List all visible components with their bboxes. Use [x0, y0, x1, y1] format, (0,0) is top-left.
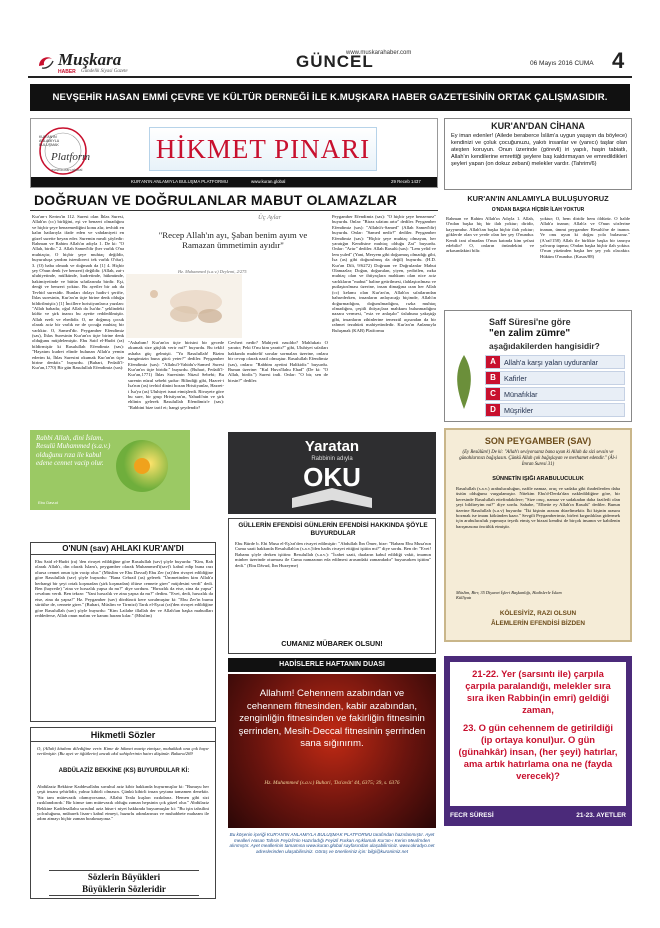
sozler-title-2: Büyüklerin Sözleridir: [82, 884, 166, 894]
son-peygamber-body: Rasulullah (s.a.v.) arabuluculuğun, nafile namaz, oruç ve sadaka gibi ibadetlerden daha üstün olduğunu vurgulamıştır. Nitekim Ebu'd-Derda'dan nakledildiğine göre, bir keresinde Rasulullah ettefindakilere; "Size oruç, namaz ve sadakadan daha faziletli olan şeyi bildireyim mi?" diye sordu. Sahabe, "Elbette ey Allah'ın Rasulü" dediler. Bunun üzerine Rasulullah (s.a.v) buyurdu: "İki kişinin arasını düzeltmektir. İki kişinin arasını bozmak ise imanı kökünden kazır." Sevgili Peygamberimiz, birleri kırgınlıkları gidermek için arabuluculuk yapmaya teşvik etmiş ve bizzat kendisi de birçok insanın ve kabilenin barışmasına öncülük etmiştir.: [456, 486, 620, 529]
quote-label: Üç Aylar: [258, 214, 282, 221]
oku-ad: [228, 432, 436, 514]
strip-mid: www.kuran.global: [251, 179, 286, 184]
fecr-text-1: 21-22. Yer (sarsıntı ile) çarpıla çarpıla paralandığı, melekler sıra sıra iken Rabbin(in emri) geldiği zaman,: [465, 668, 611, 715]
quiz-option-text: Kafirler: [504, 373, 527, 383]
article-title: DOĞRUAN VE DOĞRULANLAR MABUT OLAMAZLAR: [34, 192, 398, 208]
bulusuyoruz-title: KUR'AN'IN ANLAMIYLA BULUŞUYORUZ: [467, 194, 609, 203]
quote-box: [128, 214, 328, 276]
oku-yaratan: Yaratan: [304, 438, 360, 455]
hikmet-header: [30, 118, 438, 188]
logo-sub: HABER: [58, 69, 76, 75]
rabbi-allah-text: Rabbi Allah, dini İslam, Resulü Muhammed (s.a.v.) olduğunu rıza ile kabul edene cennet vacip olur.: [36, 434, 111, 468]
oku-word: OKU: [303, 462, 361, 492]
quote-source: Hz. Muhammed (s.a.v.) Deylemi, 2/275: [178, 269, 247, 274]
ahlak-title: O'NUN (sav) AHLAKI KUR'AN'DI: [31, 543, 215, 555]
website-url: www.muskarahaber.com: [346, 50, 412, 56]
logo-swirl-icon: [36, 52, 56, 72]
son-peygamber-footer-1: KÖLESİYİZ, RAZI OLSUN: [499, 610, 577, 617]
oku-rabbinin: Rabbinin adıyla: [311, 456, 353, 462]
hadis-box: [228, 658, 436, 830]
gullerin-title: GÜLLERİN EFENDİSİ GÜNLERİN EFENDİSİ HAKKINDA ŞÖYLE BUYURDULAR: [238, 522, 428, 537]
quiz-option-text: Allah'a karşı yalan uyduranlar: [504, 357, 599, 367]
fecr-text-2: 23. O gün cehennem de getirildiği (ip ortaya konul)ur. O gün (günahkâr) insan, (her şeyi) hatırlar, ama artık hatırlama ona ne (fayda verecek)?: [458, 722, 618, 781]
bulusuyoruz-left: Rahman ve Rahim Allah'ın Adıyla 1. Allah, O'ndan başka hiç bir ilah yoktur; diridir, kayyumdur. Allah'tan başka hiçbir ilah yoktur; göklerde olan ve yerde olan her şey O'nundur. Kendi izni olmadan O'nun katında kim şefaat edebilir? O, onların önündekini ve arkasındakini bilir.: [446, 216, 534, 254]
logo-text: Muşkara: [58, 50, 122, 69]
quiz-option-text: Münafıklar: [504, 389, 538, 399]
masthead-rule: [28, 76, 632, 78]
quiz-option-text: Müşrikler: [504, 405, 534, 415]
hadis-text: Allahım! Cehennem azabından ve cehennem fitnesinden, kabir azabından, zenginliğin fitnesinden ve fakirliğin fitnesinin şerrinden, Mesih-Deccal fitnesinin şerrinden sana sığınırım.: [238, 688, 426, 750]
logo: [36, 50, 146, 76]
quiz-box: [444, 310, 632, 422]
main-article: [30, 190, 438, 426]
strip-right: 29 Receb 1437: [391, 179, 421, 184]
quiz-option[interactable]: [485, 403, 625, 417]
quote-text: "Recep Allah'ın ayı, Şaban benim ayım ve Ramazan ümmetimin ayıdır": [158, 230, 308, 250]
gullerin-box: [228, 518, 436, 654]
kuran-cihan-text: Ey iman edenler! (Ailede beraberce İslâm'a uygun yaşayın da böylece) kendinizi ve çoluk çocuğunuzu, yakıtı insanlar ve (yanıcı) taşlar olan ateşten koruyun. Onun üzerinde (görevli) iri yapılı, haşin tabiatlı, Allah'ın kendilerine emrettiği şeylere baş kaldırmayan ve emredildikleri şeyleri yapan (on dokuz zebani) melekler vardır. (Tahrim/6): [451, 133, 627, 167]
logo-tagline: Gündelik Siyasi Gazete: [81, 69, 128, 74]
hikmetli-text: Abdülaziz Bekkine Kaddesallahu sırruhul aziz kibir hakkında buyurmuşlar ki: "Bunuyu her çeşit insanı şehirlidir, yalnız kibirli olmasın. Çünkü kibirli insan şeytana tamamen denektir. 'Siz tam mütevazik olamıyorsanız, Allahü Teala kuşları rızıkdarız. Hemen gibi sizi rızıklandırırdı.' Bir kimse tam mütevazık olduğu zaman hepsinin çok güzel olur." Abdülaziz Bekkine Kaddesallahu sırruhul aziz hüsn-i niyet hakkında buyurmuşlar ki: "Bu işin tahsilini yolculuğunu, mübarek lisan-ı kabul etmeyi, huzurlu adımlarınızı ve muhabbete mahzam ile adım atmayı hiçbir zaman bırakmayınız.": [37, 784, 209, 822]
quiz-options: [485, 355, 625, 419]
gullerin-text: Ebu Bürde b. Ebi Musa el-Eş'ari'den rivayet edilmiştir: "Abdullah İbn Ömer, bize: "Babam Ebu Musa'nın Cuma saati hakkında Resulullah'ın (s.a.v.)'den hadis rivayet ettiğini işittin mi?" diye sordu. Ben de: "Evet! Babamı şöyle derken işittim: Resulullah (s.a.v.): "İcabet saati, duaların kabul edildiği vakit, imamın minber üzerinde oturması ile Cuma namazının eda edilmesi arasındaki zamandadır" buyururken işittim" dedi." (Ebu Dâvud, İbn Huzeyme): [235, 541, 431, 568]
quiz-question: aşağıdakilerden hangisidir?: [489, 341, 600, 351]
quiz-option-letter: A: [486, 356, 500, 368]
fecr-footer-left: FECR SÜRESİ: [450, 812, 494, 819]
quiz-option-letter: D: [486, 404, 500, 416]
platform-word: Platform: [51, 151, 91, 163]
fecr-footer: [444, 806, 632, 826]
ahlak-box: [30, 542, 216, 722]
quiz-option[interactable]: [485, 355, 625, 369]
hikmet-strip: [31, 177, 437, 187]
ahlak-text: Ebu Said el-Hudri (ra) 'den rivayet edildiğine göre Rasulullah (sav) şöyle buyurdu: "Kim, Rab olarak Allah'ı, din olarak İslam'ı, peygamber olarak Muhammed'i(sav)'i kabul edip buna razı olursa cennet onun için vacip olur." (Müslim ve Ebu Davud) Ebu Zer (ra)'den rivayet edildiğine göre Rasulullah (sav) şöyle buyurdu: "Bana Cebrail (as) gelerek "Ümmetinden kim Allah'a herhangi bir şeyi ortak koşmadan (şirk koşmadan) ölürse cennete girer" müjdesini verdi" dedi. Ben (hayretle) "zina ve hırsızlık yapsa da mı?" diye sordum. "Hırsızlık da etse, zina da yapsa" cevabını verdi. Ben tekrar: "Yani hırsızlık ve zina yapsa da mı?" dedim. "Evet, dedi, hırsızlık da etse, zina da yapsa!" Hz. Peygamber (sav) dördüncü kere sorulmuştur ki: "Ebu Zer'in burnu sürtülse de, cennete girer." (Buhari, Müslim ve Tirmizi) Tarık el-Eşcai (ra)'den rivayet edildiğine göre Rasulullah (sav) şöyle buyurdu: "Kim Lailahe illallah der ve Allah'tan başka mabudları reddederse, Allah onun malını ve kanını haram kılar." (Müslim): [35, 559, 213, 619]
fecr-footer-right: 21-23. AYETLER: [576, 812, 626, 819]
bulusuyoruz-sub: O'NDAN BAŞKA HİÇBİR İLAH YOKTUR: [491, 207, 585, 213]
son-peygamber-title: SON PEYGAMBER (SAV): [484, 436, 592, 446]
abdulaziz-heading: ABDÜLAZİZ BEKKİNE (KS) BUYURDULAR Kİ:: [58, 768, 190, 774]
rabbi-allah-source: Ebu Davud: [38, 500, 58, 505]
article-col-4: Peygamber Efendimiz (sas): "O hiçbir şeye benzemez" buyurdu. Onlar: "Biraz sıfatını artır" dediler. Peygamber Efendimiz (sas): "Allahü's-Samed" (Allah Samed'dir) buyurdu. Onlar: "Samed nedir?" dediler. Peygamber Efendimiz (sas): "Hiçbir şeye muhtaç olmayan, her yaratığın Kendisine muhtaç olduğu Zat" buyurdu. Onlar: "Artır" dediler. Allah Rasulü (sas): "Lem yelid ve lem yuled" (Yani, Meryem gibi doğurmuş olmadığı gibi, İsa (as) gibi doğurulmuş da değil) buyurdu. (H.D. Kur'an Dili, 9/6272) Doğruan ve Doğrulanlar Mabut Olamazlar; Doğan, doğurulan, yiyen, yedirilen, rızka muhtaç olan ve ihtiyaçlara mahkum olan nice aciz varlıkların "mabut" haline getirilmesi, ilahlaştırılması ve putlaştırılması üzerine, insan dimağına ızan her Allah (cc) kelamı olan Kur'an'ın, Allah'ın sıfatlarından bahsederken, insanların anlayacağı biçimde, Allah'ın doğurmadığını, doğurulmadığını, rızka muhtaç olmadığını, çeşitli ihtiyaçlara mahkum bulunmadığını nazara vermesi, "esiz ve anlaşılır" üslubuna yakıştığı gibi, insanların zihinlerine tenezzül açısından da bir rahmet tezahürü mahiyetindedir. Kur'an'ın Anlamıyla Buluşmak (KAB) Platformu: [332, 214, 436, 333]
kuran-cihan-box: [444, 118, 632, 190]
page-number: 4: [612, 48, 625, 73]
hikmetli-quote: O, (Allah) kitabını dilediğine verir. Kime de hikmet mavip etmişse, muhakkak ona çok hayır verilmiştir. (Bu ayet ve öğütlerin) ancak akıl sahiplerinin hatırı düşünür. Bakara/269: [37, 746, 209, 757]
bulusuyoruz-box: [444, 194, 632, 306]
hikmet-title-box: [149, 127, 377, 171]
flower-image: [126, 274, 242, 338]
son-peygamber-quote: (Ey Resûlüm!) De ki: "Allah'ı seviyorsanız bana uyun ki Allah da sizi sevsin ve günahlarınızı bağışlasın. Çünkü Allah çok bağışlayan ve merhamet edendir." (Âl-i İmran Suresi 31): [459, 450, 617, 467]
rabbi-allah-image: [30, 430, 190, 510]
top-banner: [30, 84, 630, 111]
masthead: [28, 38, 632, 82]
strip-left: KUR'AN'IN ANLAMIYLA BULUŞMA PLATFORMU: [131, 179, 228, 184]
hikmetli-title: Hikmetli Sözler: [31, 728, 215, 742]
platform-logo: [37, 125, 117, 177]
kuran-cihan-title: KUR'AN'DAN CİHANA: [491, 121, 585, 131]
son-peygamber-box: [444, 428, 632, 642]
quiz-highlight: "en zalim zümre": [489, 328, 571, 339]
hadis-source: Hz. Muhammed (s.a.v.) Buhari, 'Da'avât' 44, 6375; 39, s. 6376: [264, 780, 400, 786]
bulusuyoruz-right: yoktur; O, hem diridir hem öldürür. O halde Allah'a inanın; Allah'a ve O'nun sözlerine inanan, ümmi peygamber Resulü'ne de inanın. Ve onu uyun ki doğru yola bulasınız." (A'raf/158) Allah ile birlikte başka bir tanrıya yalvarıp tapma; O'ndan başka hiçbir ilah yoktur. O'nun yüzünden başka her şey yok olacaktır. Hüküm O'nundur. (Kasas/88): [540, 216, 630, 259]
quiz-option[interactable]: [485, 387, 625, 401]
fecr-box: [444, 656, 632, 826]
son-peygamber-footer-2: ÂLEMLERİN EFENDİSİ BİZDEN: [490, 620, 586, 627]
issue-date: 06 Mayıs 2016 CUMA: [530, 60, 594, 67]
sozler-title-1: Sözlerin Büyükleri: [87, 872, 161, 882]
quiz-option-letter: B: [486, 372, 500, 384]
platform-url: www.kuran.global: [51, 167, 83, 172]
platform-small-label: KUR'AN'IN ANLAMIYLA BULUŞMAK: [39, 135, 59, 148]
section-title: GÜNCEL: [296, 52, 374, 71]
hikmetli-box: [30, 727, 216, 899]
flower-icon: [126, 274, 242, 338]
quiz-option-letter: C: [486, 388, 500, 400]
quiz-leaf-icon: [449, 351, 479, 411]
gullerin-footer: CUMANIZ MÜBAREK OLSUN!: [281, 639, 383, 648]
sozler-band: [49, 870, 199, 896]
hadis-title: HADİSLERLE HAFTANIN DUASI: [228, 658, 436, 672]
article-col-2: "Ashabım! Kur'an'ın üçte birisini bir gecede okumak size güçlük verir mi?" buyurdu. Bu teklif ashaba güç gelmişti. "Ya Rasulullah! Bizim hangimizin buna gücü yeter?" dediler. Peygamber Efendimiz (sas): "Allahu'l-Vahidu's-Samed Suresi Kur'an'ın üçte biridir." buyurdu. (Buhari, Fedaili'l-Kur'an,1771) İhlas Suresinin Nüzul Sebebi; Bu surenin nüzul sebebi şudur: Bilindiği gibi, Hazret-i İsa'nın (as) tevhid dinini bozan Hristiyanlar, Hazret-i İsa'ya (as) Uluhiyet isnat etmişlerdi. Rivayete göre bu sure, bir grup Hristiyan'ın, Yahudi'nin ve şirk ehlinin gelerek Rasulullah Efendimiz'e (sas): "Rabbini bize tarif et; hangi şeydendir?: [128, 340, 224, 410]
banner-text: NEVŞEHİR HASAN EMMİ ÇEVRE VE KÜLTÜR DERNEĞİ İLE K.MUŞKARA HABER GAZETESİNİN ORTAK ÇALIŞMASIDIR.: [52, 92, 608, 103]
quiz-option[interactable]: [485, 371, 625, 385]
article-col-3: Cevheri nedir? Mahiyeti nasıldır? Mahlukatı O yaratır; Peki O'nu kim yarattı?" gibi, Uluhiyet sıfatları hakkında muhtelif sorular sormaları üzerine, onlara bir cevap olarak nazil olmuştur. Rasulullah Efendimiz (sas), onlara: "Rabbim ayetini Halikidir." buyurdu. Bunun üzerine: "Kul Huva'llahu Ehad" (De ki: "O Allah, birdir.") Suresi indi. Onlar: "O bir, sen de birsin?" dediler.: [228, 340, 328, 383]
hadis-panel: [228, 674, 436, 828]
quiz-intro: Saff Süresi'ne göre: [489, 317, 571, 327]
hikmet-title: HİKMET PINARI: [155, 133, 371, 164]
article-col-1: Kur'an-ı Kerim'in 112. Suresi olan İhlas Suresi, Allah'ın (cc) birliğini, eşi ve benzeri olmadığını ve hiçbir şeye benzemediğini konu alır, tevhidi en kalın hatlarıyla ifade eden ve vahdaniyeti en güzel surette beyan eder. Suremin meali şöyledir: Rahman ve Rahim Allah'ın adıyla 1. De ki: "O Allah, birdir." 2. Allah Samed'dir (her varlık O'na muhtaçtır, O hiçbir şeye muhtaç değildir, buyuruluşa yardım isteniloreci tek varlık O'dur). 3. (O) baba olmadı ve doğmadı da [1] 4. Hiçbir şey O'nun denk (ve benzeri) değildir. (Allah, zat-ı uluhiyetinde, mülkünde, kudretinde, hükmünde, hakimiyetinde ve bütün sıfatlarında birdir. Eşi, denği ve benzeri yoktur. Bu ayetler bir adı da Tevhid suresidir. Bunları dolayı hadis-i şerifte, İhlas suresinin, Kur'an'ın üçte birine denk olduğu bildirilmiştir.) [1] İncillere hıristiyanlarca yazılan: "Allah babadır, oğul Allah da İsa'dır." şeklindeki küfür ve şirk inancı bu ayette reddedilmiştir. Allah ezeli ve ebedidir. O, ne doğmuş çocuk olarak aciz bir varlık ne de çocuğa muhtaç bir varlıktır. O, Samed'dir. Peygamber Efendimiz (sas), İhlas Suresinin Kur'an'ın üçte birine denk olduğunu müjdelemiştir. Ebu Said el-Hudri (ra) bildirmiştir ki Rasulullah Efendimiz (sas): "Hayatım kudret elinde bulunan Allah'a yemin ederim ki, İhlas Suresini okumak Kur'an'ın üçte birine denktir." buyurdu. (Buhari, Fedaili'l-Kur'an,1770) Bir gün Rasulullah Efendimiz (sas):: [32, 214, 124, 371]
title-rule: [30, 210, 438, 211]
son-peygamber-subtitle: SÜNNETİN IŞIĞI ARABULUCULUK: [492, 476, 584, 482]
bottom-note: Bu köşenin içeriği KUR'AN'IN ANLAMIYLA BULUŞMAK PLATFORMU tarafından hazırlanmıştır. Ayet mealleri Hasan Tahsin Feyizli'nin Hazırladığı Feyizli Furkan Açıklamalı Kur'an-ı Kerim Meali'nden alınmıştır. Ayet meallerinin tamamına www.kuran.global sayfasından ulaşabilirsiniz. www.okradyo.net adreslerinden ulaşabilirsiniz. Görüş ve önerileriniz için: bilgi@kuranimiz.net: [229, 832, 435, 854]
son-peygamber-source: Müslim, Birr, 35 Diyanet İşleri Başkanlığı, Hadislerle İslam Külliyatı: [456, 590, 562, 601]
